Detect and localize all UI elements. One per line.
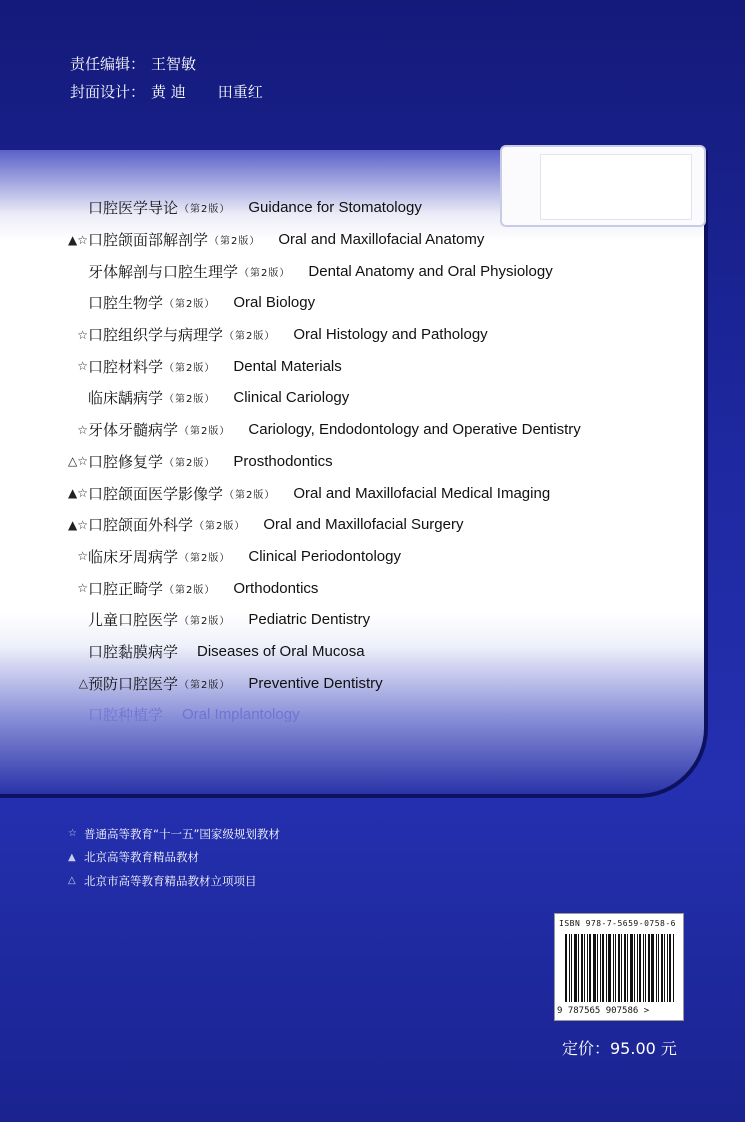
book-item	[52, 287, 581, 319]
book-title-en: Oral and Maxillofacial Anatomy	[278, 231, 485, 249]
legend-item	[68, 822, 280, 846]
edition-label: （第2版）	[164, 362, 216, 374]
barcode-stripe	[618, 934, 620, 1002]
barcode-stripe	[624, 934, 626, 1002]
barcode-stripe	[630, 934, 633, 1002]
barcode-stripe	[661, 934, 663, 1002]
book-title-cn: 口腔医学导论	[88, 199, 179, 218]
edition-label: （第2版）	[224, 489, 276, 501]
book-title-en: Oral Biology	[233, 294, 316, 312]
barcode-stripe	[639, 934, 641, 1002]
designer-name-1: 黄 迪	[151, 83, 186, 101]
price-label: 定价：95.00 元	[562, 1039, 677, 1058]
barcode-stripe	[658, 934, 659, 1002]
legend-text: 北京市高等教育精品教材立项项目	[84, 873, 257, 888]
barcode-stripe	[587, 934, 588, 1002]
legend-text: 北京高等教育精品教材	[84, 850, 199, 865]
barcode-number: 9 787565 907586 >	[557, 1006, 650, 1016]
book-item	[52, 446, 581, 478]
barcode-stripe	[643, 934, 644, 1002]
book-item	[52, 192, 581, 224]
book-title-en: Cariology, Endodontology and Operative Dentistry	[248, 421, 581, 439]
edition-label: （第2版）	[209, 236, 261, 248]
book-title-en: Dental Materials	[233, 357, 342, 375]
edition-label: （第2版）	[179, 679, 231, 691]
barcode-stripe	[656, 934, 657, 1002]
book-title-cn: 口腔正畸学	[88, 579, 164, 598]
barcode-stripe	[602, 934, 604, 1002]
edition-label: （第2版）	[179, 552, 231, 564]
barcode-stripe	[608, 934, 611, 1002]
book-title-en: Orthodontics	[233, 579, 319, 597]
barcode-stripe	[627, 934, 628, 1002]
marker-symbols: ▲☆	[68, 486, 88, 501]
book-title-en: Oral Implantology	[182, 706, 300, 724]
barcode-stripe	[569, 934, 570, 1002]
book-title-cn: 口腔种植学	[88, 706, 164, 725]
book-title-cn: 临床龋病学	[88, 389, 164, 408]
barcode-stripe	[571, 934, 572, 1002]
book-title-cn: 临床牙周病学	[88, 547, 179, 566]
book-item	[52, 255, 581, 287]
marker-symbols: △☆	[68, 454, 88, 469]
barcode-stripe	[673, 934, 674, 1002]
barcode-stripe	[637, 934, 638, 1002]
credits	[70, 50, 263, 106]
barcode-bars	[565, 934, 675, 1002]
book-title-en: Diseases of Oral Mucosa	[197, 642, 365, 660]
barcode-stripe	[597, 934, 598, 1002]
editor-label: 责任编辑：	[70, 55, 146, 73]
designer-name-2: 田重红	[217, 83, 263, 101]
book-title-cn: 牙体牙髓病学	[88, 421, 179, 440]
legend-symbol: △	[68, 875, 76, 887]
book-title-cn: 口腔颌面部解剖学	[88, 231, 209, 250]
book-list	[52, 192, 581, 731]
legend-symbol: ▲	[68, 851, 76, 863]
isbn-barcode	[554, 913, 684, 1021]
barcode-stripe	[584, 934, 585, 1002]
book-item	[52, 541, 581, 573]
barcode-stripe	[651, 934, 654, 1002]
barcode-stripe	[621, 934, 622, 1002]
barcode-stripe	[600, 934, 601, 1002]
book-title-en: Guidance for Stomatology	[248, 199, 422, 217]
book-title-en: Preventive Dentistry	[248, 674, 383, 692]
book-item	[52, 224, 581, 256]
book-item	[52, 319, 581, 351]
book-title-en: Clinical Periodontology	[248, 547, 401, 565]
barcode-stripe	[667, 934, 668, 1002]
marker-symbols: ▲☆	[68, 517, 88, 532]
book-title-cn: 口腔颌面外科学	[88, 516, 194, 535]
book-item	[52, 572, 581, 604]
book-title-en: Oral and Maxillofacial Surgery	[263, 516, 464, 534]
edition-label: （第2版）	[239, 267, 291, 279]
editor-row	[70, 50, 263, 78]
symbol-legend	[68, 822, 280, 893]
barcode-stripe	[589, 934, 591, 1002]
marker-symbols: ☆	[77, 327, 88, 342]
edition-label: （第2版）	[164, 584, 216, 596]
barcode-stripe	[606, 934, 607, 1002]
book-item	[52, 636, 581, 668]
book-title-cn: 口腔颌面医学影像学	[88, 484, 224, 503]
book-title-cn: 口腔黏膜病学	[88, 642, 179, 661]
book-title-en: Prosthodontics	[233, 452, 333, 470]
designer-label: 封面设计：	[70, 83, 146, 101]
legend-item	[68, 846, 280, 870]
edition-label: （第2版）	[164, 299, 216, 311]
designer-row	[70, 78, 263, 106]
edition-label: （第2版）	[179, 204, 231, 216]
book-title-cn: 口腔生物学	[88, 294, 164, 313]
book-title-cn: 口腔组织学与病理学	[88, 326, 224, 345]
edition-label: （第2版）	[164, 394, 216, 406]
edition-label: （第2版）	[224, 331, 276, 343]
book-item	[52, 414, 581, 446]
legend-text: 普通高等教育“十一五”国家级规划教材	[84, 826, 280, 841]
marker-symbols: ☆	[77, 581, 88, 596]
book-title-en: Oral and Maxillofacial Medical Imaging	[293, 484, 551, 502]
book-title-en: Dental Anatomy and Oral Physiology	[308, 262, 553, 280]
book-item	[52, 604, 581, 636]
marker-symbols: △	[78, 676, 88, 691]
book-item	[52, 509, 581, 541]
marker-symbols: ▲☆	[68, 232, 88, 247]
barcode-stripe	[574, 934, 577, 1002]
marker-symbols: ☆	[77, 422, 88, 437]
barcode-stripe	[645, 934, 646, 1002]
book-title-cn: 口腔修复学	[88, 452, 164, 471]
barcode-stripe	[615, 934, 616, 1002]
book-item	[52, 382, 581, 414]
isbn-text: ISBN 978-7-5659-0758-6	[559, 919, 676, 928]
edition-label: （第2版）	[179, 616, 231, 628]
barcode-stripe	[581, 934, 583, 1002]
book-title-en: Clinical Cariology	[233, 389, 350, 407]
barcode-stripe	[565, 934, 567, 1002]
book-item	[52, 667, 581, 699]
book-item	[52, 350, 581, 382]
book-item	[52, 477, 581, 509]
book-title-cn: 预防口腔医学	[88, 674, 179, 693]
book-item	[52, 699, 581, 731]
barcode-stripe	[664, 934, 665, 1002]
book-title-en: Oral Histology and Pathology	[293, 326, 488, 344]
book-title-cn: 口腔材料学	[88, 357, 164, 376]
barcode-stripe	[578, 934, 579, 1002]
marker-symbols: ☆	[77, 359, 88, 374]
barcode-stripe	[593, 934, 596, 1002]
barcode-stripe	[669, 934, 671, 1002]
marker-symbols: ☆	[77, 549, 88, 564]
legend-symbol: ☆	[68, 828, 77, 840]
barcode-stripe	[648, 934, 650, 1002]
edition-label: （第2版）	[179, 426, 231, 438]
editor-name: 王智敏	[151, 55, 197, 73]
edition-label: （第2版）	[194, 521, 246, 533]
edition-label: （第2版）	[164, 457, 216, 469]
book-title-cn: 牙体解剖与口腔生理学	[88, 262, 239, 281]
book-title-cn: 儿童口腔医学	[88, 611, 179, 630]
book-title-en: Pediatric Dentistry	[248, 611, 371, 629]
barcode-stripe	[634, 934, 635, 1002]
legend-item	[68, 869, 280, 893]
barcode-stripe	[613, 934, 614, 1002]
